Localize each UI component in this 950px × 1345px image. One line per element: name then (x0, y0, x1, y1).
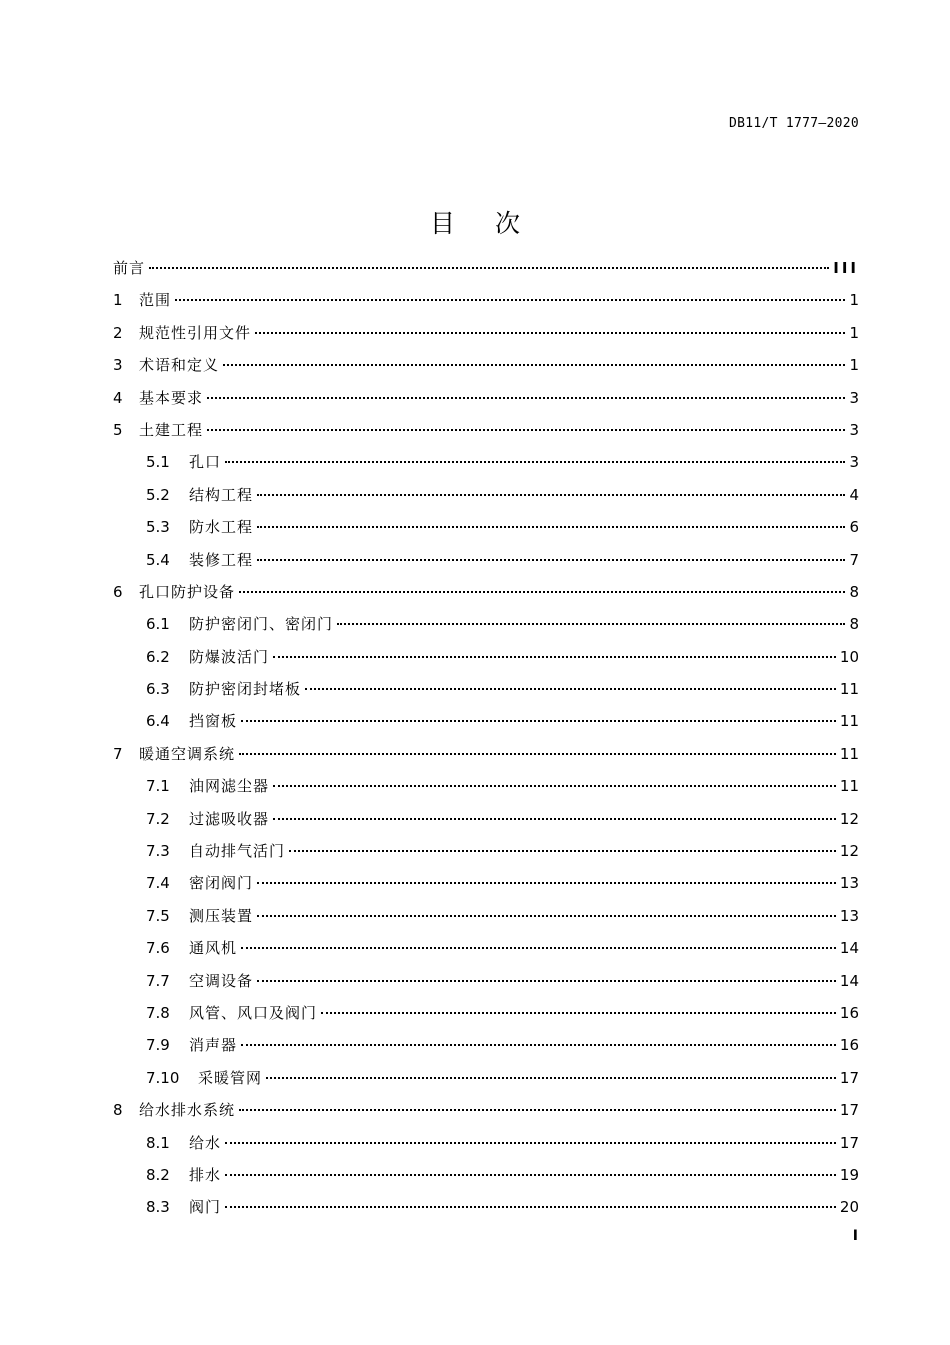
toc-entry-label: 消声器 (189, 1036, 238, 1055)
toc-entry[interactable] (113, 418, 859, 450)
toc-entry-page: 11 (839, 777, 859, 796)
toc-entry-label: 自动排气活门 (189, 842, 286, 861)
toc-entry-label: 过滤吸收器 (189, 809, 270, 828)
toc-entry-page: 17 (839, 1068, 859, 1087)
toc-entry[interactable] (113, 483, 859, 515)
toc-entry-page: 16 (839, 1003, 859, 1022)
toc-entry-page: 1 (849, 356, 859, 375)
toc-dot-leader (241, 720, 836, 722)
toc-entry-number: 7.5 (146, 906, 170, 925)
toc-entry[interactable] (113, 321, 859, 353)
toc-entry[interactable] (113, 256, 859, 288)
toc-entry-number: 5.2 (146, 485, 170, 504)
toc-entry-number: 5.1 (146, 453, 170, 472)
toc-entry-label: 采暖管网 (198, 1068, 263, 1087)
toc-entry-page: 8 (849, 582, 859, 601)
toc-entry-number: 3 (113, 356, 123, 375)
toc-entry[interactable] (113, 548, 859, 580)
toc-entry[interactable] (113, 515, 859, 547)
toc-entry-number: 7.6 (146, 939, 170, 958)
toc-dot-leader (207, 429, 845, 431)
toc-entry-number: 5 (113, 420, 123, 439)
toc-entry-page: 12 (839, 842, 859, 861)
toc-entry-number: 6.1 (146, 615, 170, 634)
toc-entry-label: 空调设备 (189, 971, 254, 990)
toc-entry-label: 测压装置 (189, 906, 254, 925)
toc-entry-page: 4 (849, 485, 859, 504)
document-code: DB11/T 1777—2020 (728, 116, 859, 131)
toc-entry-page: 7 (849, 550, 859, 569)
toc-entry-page: 1 (849, 291, 859, 310)
toc-entry-label: 排水 (189, 1165, 222, 1184)
toc-entry-label: 基本要求 (139, 388, 204, 407)
toc-entry-page: 17 (839, 1101, 859, 1120)
footer-page-number: I (852, 1228, 858, 1244)
toc-entry-number: 7.7 (146, 971, 170, 990)
toc-entry[interactable] (113, 1066, 859, 1098)
toc-entry-page: 16 (839, 1036, 859, 1055)
toc-entry-label: 密闭阀门 (189, 874, 254, 893)
toc-entry[interactable] (113, 580, 859, 612)
toc-dot-leader (257, 980, 836, 982)
toc-entry-number: 5.4 (146, 550, 170, 569)
toc-entry-number: 7 (113, 744, 123, 763)
toc-entry[interactable] (113, 936, 859, 968)
toc-entry-label: 油网滤尘器 (189, 777, 270, 796)
toc-entry-number: 2 (113, 323, 123, 342)
toc-entry-label: 防护密闭门、密闭门 (189, 615, 334, 634)
toc-entry[interactable] (113, 612, 859, 644)
toc-entry-page: 3 (849, 388, 859, 407)
toc-entry-page: 17 (839, 1133, 859, 1152)
toc-entry-label: 防水工程 (189, 518, 254, 537)
toc-entry-number: 7.10 (146, 1068, 180, 1087)
toc-dot-leader (273, 785, 836, 787)
toc-dot-leader (225, 1174, 836, 1176)
toc-entry-page: 8 (849, 615, 859, 634)
toc-entry-label: 土建工程 (139, 420, 204, 439)
toc-entry[interactable] (113, 742, 859, 774)
toc-entry-page: 13 (839, 906, 859, 925)
toc-dot-leader (223, 364, 845, 366)
toc-entry-page: 14 (839, 939, 859, 958)
toc-entry-label: 风管、风口及阀门 (189, 1003, 318, 1022)
toc-dot-leader (239, 1109, 836, 1111)
toc-dot-leader (305, 688, 836, 690)
toc-entry-label: 防护密闭封堵板 (189, 680, 302, 699)
toc-entry[interactable] (113, 774, 859, 806)
toc-entry-label: 挡窗板 (189, 712, 238, 731)
toc-entry-page: 13 (839, 874, 859, 893)
toc-entry-number: 1 (113, 291, 123, 310)
toc-entry-label: 阀门 (189, 1198, 222, 1217)
toc-dot-leader (239, 591, 845, 593)
toc-entry-label: 给水排水系统 (139, 1101, 236, 1120)
toc-entry-page: 6 (849, 518, 859, 537)
toc-dot-leader (175, 299, 845, 301)
toc-dot-leader (225, 461, 845, 463)
toc-dot-leader (289, 850, 836, 852)
toc-entry[interactable] (113, 969, 859, 1001)
toc-entry-number: 6.4 (146, 712, 170, 731)
toc-dot-leader (241, 1044, 836, 1046)
toc-entry[interactable] (113, 1033, 859, 1065)
toc-entry[interactable] (113, 1163, 859, 1195)
toc-entry[interactable] (113, 1131, 859, 1163)
toc-dot-leader (257, 494, 845, 496)
toc-entry-page: 11 (839, 712, 859, 731)
toc-dot-leader (266, 1077, 836, 1079)
toc-entry-page: 11 (839, 680, 859, 699)
toc-entry-page: 11 (839, 744, 859, 763)
toc-entry[interactable] (113, 1098, 859, 1130)
toc-dot-leader (273, 656, 836, 658)
toc-entry[interactable] (113, 1195, 859, 1227)
toc-entry-page: 20 (839, 1198, 859, 1217)
toc-entry-page: 10 (839, 647, 859, 666)
toc-dot-leader (257, 559, 845, 561)
toc-dot-leader (241, 947, 836, 949)
toc-entry[interactable] (113, 353, 859, 385)
toc-entry[interactable] (113, 709, 859, 741)
toc-entry-label: 通风机 (189, 939, 238, 958)
toc-dot-leader (239, 753, 836, 755)
toc-entry[interactable] (113, 807, 859, 839)
toc-entry-label: 孔口防护设备 (139, 582, 236, 601)
toc-entry[interactable] (113, 288, 859, 320)
toc-dot-leader (321, 1012, 836, 1014)
toc-entry-label: 规范性引用文件 (139, 323, 252, 342)
toc-entry-number: 6.2 (146, 647, 170, 666)
toc-entry[interactable] (113, 904, 859, 936)
toc-dot-leader (273, 818, 836, 820)
toc-dot-leader (149, 267, 829, 269)
toc-entry-number: 8 (113, 1101, 123, 1120)
toc-entry[interactable] (113, 386, 859, 418)
toc-dot-leader (257, 882, 836, 884)
toc-entry-label: 防爆波活门 (189, 647, 270, 666)
toc-dot-leader (225, 1206, 836, 1208)
toc-entry-page: 12 (839, 809, 859, 828)
toc-entry[interactable] (113, 450, 859, 482)
toc-entry-number: 7.8 (146, 1003, 170, 1022)
toc-dot-leader (225, 1142, 836, 1144)
toc-entry-label: 给水 (189, 1133, 222, 1152)
toc-entry-number: 4 (113, 388, 123, 407)
table-of-contents (113, 256, 859, 1228)
toc-entry[interactable] (113, 1001, 859, 1033)
toc-entry-page: 14 (839, 971, 859, 990)
toc-entry-number: 8.3 (146, 1198, 170, 1217)
toc-entry-number: 7.1 (146, 777, 170, 796)
toc-entry-page: III (833, 259, 859, 277)
toc-dot-leader (257, 526, 845, 528)
toc-entry-page: 3 (849, 420, 859, 439)
toc-entry-label: 前言 (113, 259, 146, 277)
toc-entry-page: 19 (839, 1165, 859, 1184)
toc-dot-leader (207, 397, 845, 399)
toc-dot-leader (257, 915, 836, 917)
toc-entry[interactable] (113, 871, 859, 903)
toc-entry-number: 7.4 (146, 874, 170, 893)
toc-entry-label: 术语和定义 (139, 356, 220, 375)
toc-entry-label: 装修工程 (189, 550, 254, 569)
toc-entry-label: 孔口 (189, 453, 222, 472)
toc-entry-number: 7.9 (146, 1036, 170, 1055)
toc-entry-label: 结构工程 (189, 485, 254, 504)
toc-dot-leader (255, 332, 845, 334)
toc-entry-number: 8.1 (146, 1133, 170, 1152)
toc-entry[interactable] (113, 677, 859, 709)
toc-entry-number: 7.2 (146, 809, 170, 828)
page-title: 目次 (429, 209, 560, 238)
toc-entry-page: 1 (849, 323, 859, 342)
toc-entry-label: 暖通空调系统 (139, 744, 236, 763)
toc-entry-page: 3 (849, 453, 859, 472)
toc-dot-leader (337, 623, 845, 625)
toc-entry-number: 6 (113, 582, 123, 601)
toc-entry-number: 7.3 (146, 842, 170, 861)
toc-entry[interactable] (113, 839, 859, 871)
toc-entry-number: 5.3 (146, 518, 170, 537)
toc-entry-label: 范围 (139, 291, 172, 310)
toc-entry[interactable] (113, 645, 859, 677)
toc-entry-number: 6.3 (146, 680, 170, 699)
toc-entry-number: 8.2 (146, 1165, 170, 1184)
